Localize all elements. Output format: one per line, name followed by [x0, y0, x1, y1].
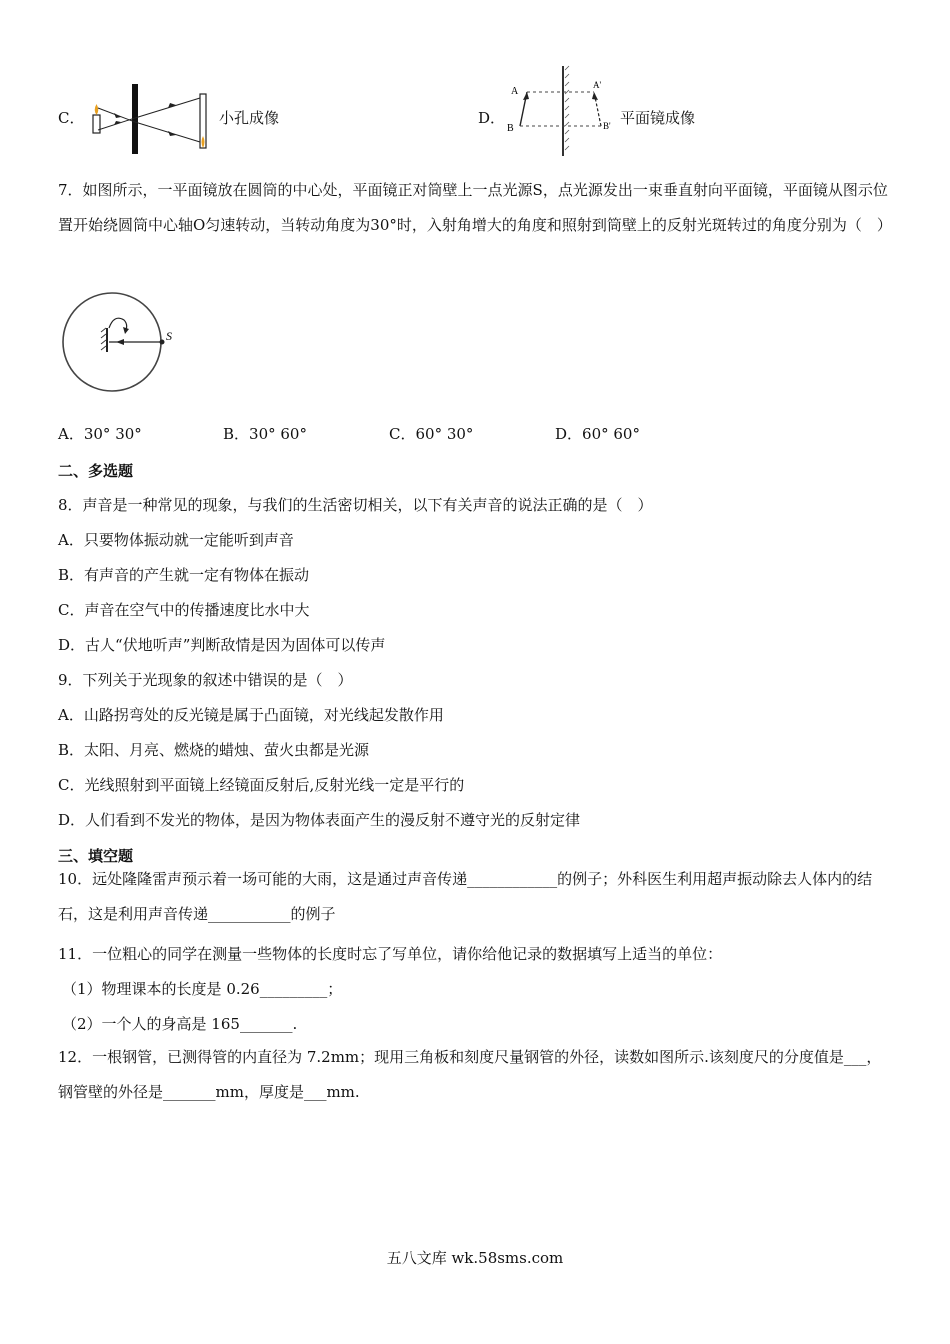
- q9-option-a: A．山路拐弯处的反光镜是属于凸面镜，对光线起发散作用: [58, 706, 444, 724]
- q6-option-c-caption: 小孔成像: [219, 109, 280, 127]
- q8-option-c: C．声音在空气中的传播速度比水中大: [58, 601, 310, 619]
- section-multi-choice-heading: 二、多选题: [58, 462, 134, 480]
- q8-option-b: B．有声音的产生就一定有物体在振动: [58, 566, 310, 584]
- q7-stem: 7．如图所示，一平面镜放在圆筒的中心处，平面镜正对筒壁上一点光源S，点光源发出一束垂直射向平面镜，平面镜从图示位置开始绕圆筒中心轴O匀速转动，当转动角度为30°时，入射角增大的角度和照射到筒壁上的反射光斑转过的角度分别为（ ）: [58, 181, 892, 234]
- q11-part-2: （2）一个人的身高是 165_______.: [62, 1015, 298, 1033]
- q6-option-d-label: D．: [478, 109, 506, 127]
- section-fill-blank-heading: 三、填空题: [58, 847, 134, 865]
- page-footer: 五八文库 wk.58sms.com: [386, 1249, 564, 1267]
- light-source-label: S: [166, 329, 172, 343]
- plane-mirror-figure: [505, 64, 621, 158]
- q9-option-b: B．太阳、月亮、燃烧的蜡烛、萤火虫都是光源: [58, 741, 370, 759]
- q8-option-d: D．古人“伏地听声”判断敌情是因为固体可以传声: [58, 636, 386, 654]
- q7-option-c: C．60° 30°: [389, 425, 474, 443]
- q11-stem: 11．一位粗心的同学在测量一些物体的长度时忘了写单位，请你给他记录的数据填写上适当的单位：: [58, 945, 723, 963]
- q7-option-b: B．30° 60°: [223, 425, 307, 443]
- q9-option-c: C．光线照射到平面镜上经镜面反射后,反射光线一定是平行的: [58, 776, 465, 794]
- pinhole-camera-figure: [88, 80, 214, 158]
- q7-option-a: A．30° 30°: [58, 425, 142, 443]
- q9-option-d: D．人们看到不发光的物体，是因为物体表面产生的漫反射不遵守光的反射定律: [58, 811, 581, 829]
- point-a-prime-label: A': [593, 80, 602, 90]
- q9-stem: 9．下列关于光现象的叙述中错误的是（ ）: [58, 671, 353, 689]
- q7-option-d: D．60° 60°: [555, 425, 640, 443]
- point-a-label: A: [511, 86, 519, 97]
- q8-stem: 8．声音是一种常见的现象，与我们的生活密切相关，以下有关声音的说法正确的是（ ）: [58, 496, 653, 514]
- rotating-mirror-figure: [58, 288, 182, 398]
- q8-option-a: A．只要物体振动就一定能听到声音: [58, 531, 294, 549]
- point-b-label: B: [507, 123, 514, 134]
- q10-stem: 10．远处隆隆雷声预示着一场可能的大雨，这是通过声音传递____________的例子；外科医生利用超声振动除去人体内的结石，这是利用声音传递___________的例子: [58, 870, 873, 923]
- q6-option-c-label: C．: [58, 109, 85, 127]
- q6-option-d-caption: 平面镜成像: [620, 109, 696, 127]
- q12-stem: 12．一根钢管，已测得管的内直径为 7.2mm；现用三角板和刻度尺量钢管的外径，读数如图所示.该刻度尺的分度值是___，钢管壁的外径是_______mm，厚度是___mm.: [58, 1048, 882, 1101]
- q11-part-1: （1）物理课本的长度是 0.26_________；: [62, 980, 343, 998]
- point-b-prime-label: B': [603, 121, 611, 131]
